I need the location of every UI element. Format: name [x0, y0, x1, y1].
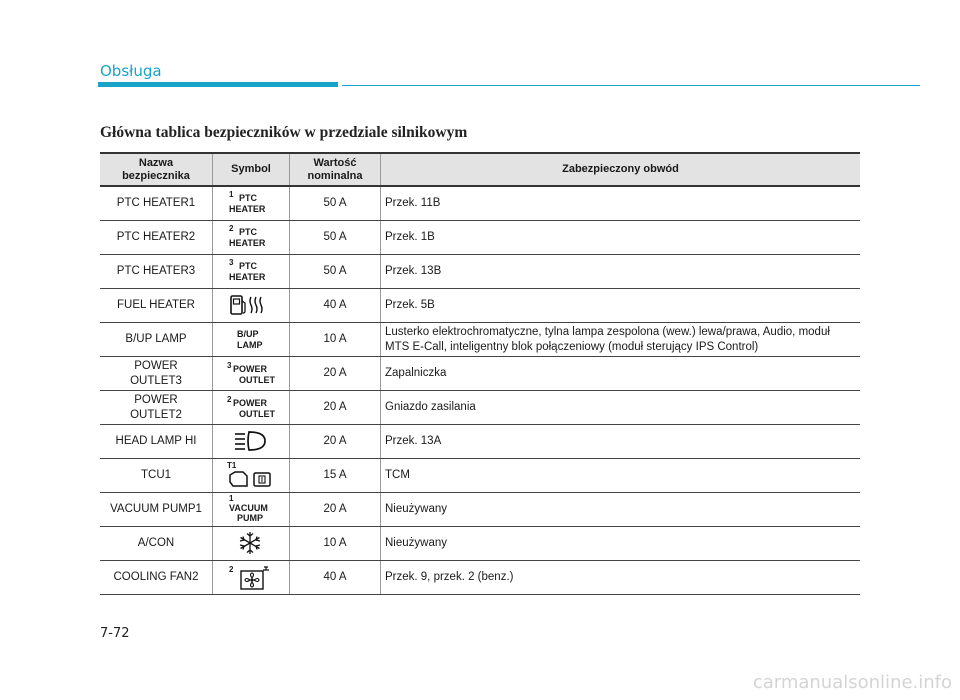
- fuse-symbol: T1: [213, 459, 290, 493]
- fuse-symbol: 1 PTC HEATER: [213, 186, 290, 221]
- fuse-name: VACUUM PUMP1: [100, 493, 213, 527]
- header-protected-circuit: Zabezpieczony obwód: [381, 153, 861, 186]
- protected-circuit: Przek. 9, przek. 2 (benz.): [381, 561, 861, 595]
- table-row: [100, 186, 860, 221]
- fuse-name: COOLING FAN2: [100, 561, 213, 595]
- fuse-name: FUEL HEATER: [100, 289, 213, 323]
- air-conditioning-icon: [237, 530, 263, 556]
- protected-circuit: Gniazdo zasilania: [381, 391, 861, 425]
- protected-circuit: Przek. 1B: [381, 221, 861, 255]
- transmission-control-icon: [227, 470, 275, 490]
- protected-circuit: Lusterko elektrochromatyczne, tylna lampa zespolona (wew.) lewa/prawa, Audio, moduł MTS E-Call, inteligentny blok połączeniowy (moduł sterujący IPS Control): [381, 323, 861, 357]
- fuse-name: POWER OUTLET2: [100, 391, 213, 425]
- fuse-name: POWER OUTLET3: [100, 357, 213, 391]
- table-row: [100, 527, 860, 561]
- fuse-table: [100, 152, 860, 595]
- cooling-fan-icon: [233, 563, 277, 591]
- watermark: carmanualsonline.info: [752, 672, 952, 693]
- fuse-symbol: [213, 425, 290, 459]
- table-row: [100, 357, 860, 391]
- protected-circuit: Zapalniczka: [381, 357, 861, 391]
- fuse-symbol: 2 POWER OUTLET: [213, 391, 290, 425]
- fuse-rating: 20 A: [290, 425, 381, 459]
- fuse-name: PTC HEATER1: [100, 186, 213, 221]
- table-row: [100, 221, 860, 255]
- table-row: [100, 323, 860, 357]
- fuse-rating: 50 A: [290, 221, 381, 255]
- fuse-name: PTC HEATER3: [100, 255, 213, 289]
- fuse-symbol: [213, 527, 290, 561]
- fuse-symbol: 1 VACUUM PUMP: [213, 493, 290, 527]
- fuse-name: PTC HEATER2: [100, 221, 213, 255]
- protected-circuit: Przek. 5B: [381, 289, 861, 323]
- protected-circuit: Przek. 13B: [381, 255, 861, 289]
- page-number: 7-72: [100, 626, 130, 641]
- header-fuse-name: Nazwa bezpiecznika: [100, 153, 213, 186]
- fuel-heater-icon: [229, 293, 273, 317]
- fuse-symbol: 3 POWER OUTLET: [213, 357, 290, 391]
- table-row: [100, 425, 860, 459]
- fuse-name: TCU1: [100, 459, 213, 493]
- table-row: [100, 561, 860, 595]
- fuse-symbol: B/UP LAMP: [213, 323, 290, 357]
- protected-circuit: Przek. 13A: [381, 425, 861, 459]
- table-row: [100, 289, 860, 323]
- fuse-table-header: [100, 153, 860, 186]
- fuse-name: A/CON: [100, 527, 213, 561]
- fuse-rating: 20 A: [290, 493, 381, 527]
- table-row: [100, 255, 860, 289]
- page-heading: Główna tablica bezpieczników w przedziale silnikowym: [100, 124, 468, 141]
- fuse-symbol: [213, 289, 290, 323]
- table-row: [100, 459, 860, 493]
- fuse-name: HEAD LAMP HI: [100, 425, 213, 459]
- fuse-rating: 40 A: [290, 289, 381, 323]
- header-symbol: Symbol: [213, 153, 290, 186]
- fuse-rating: 20 A: [290, 391, 381, 425]
- protected-circuit: Przek. 11B: [381, 186, 861, 221]
- fuse-symbol: 2 PTC HEATER: [213, 221, 290, 255]
- fuse-rating: 50 A: [290, 186, 381, 221]
- high-beam-icon: [231, 429, 271, 453]
- fuse-rating: 40 A: [290, 561, 381, 595]
- header-rated-value: Wartość nominalna: [290, 153, 381, 186]
- section-title: Obsługa: [100, 62, 162, 80]
- section-rule-thick: [98, 82, 338, 87]
- protected-circuit: Nieużywany: [381, 493, 861, 527]
- fuse-symbol: 2: [213, 561, 290, 595]
- fuse-rating: 15 A: [290, 459, 381, 493]
- protected-circuit: Nieużywany: [381, 527, 861, 561]
- fuse-symbol: 3 PTC HEATER: [213, 255, 290, 289]
- fuse-rating: 50 A: [290, 255, 381, 289]
- fuse-name: B/UP LAMP: [100, 323, 213, 357]
- fuse-rating: 10 A: [290, 323, 381, 357]
- fuse-rating: 20 A: [290, 357, 381, 391]
- table-row: [100, 391, 860, 425]
- table-row: [100, 493, 860, 527]
- section-rule-thin: [342, 85, 920, 86]
- protected-circuit: TCM: [381, 459, 861, 493]
- fuse-rating: 10 A: [290, 527, 381, 561]
